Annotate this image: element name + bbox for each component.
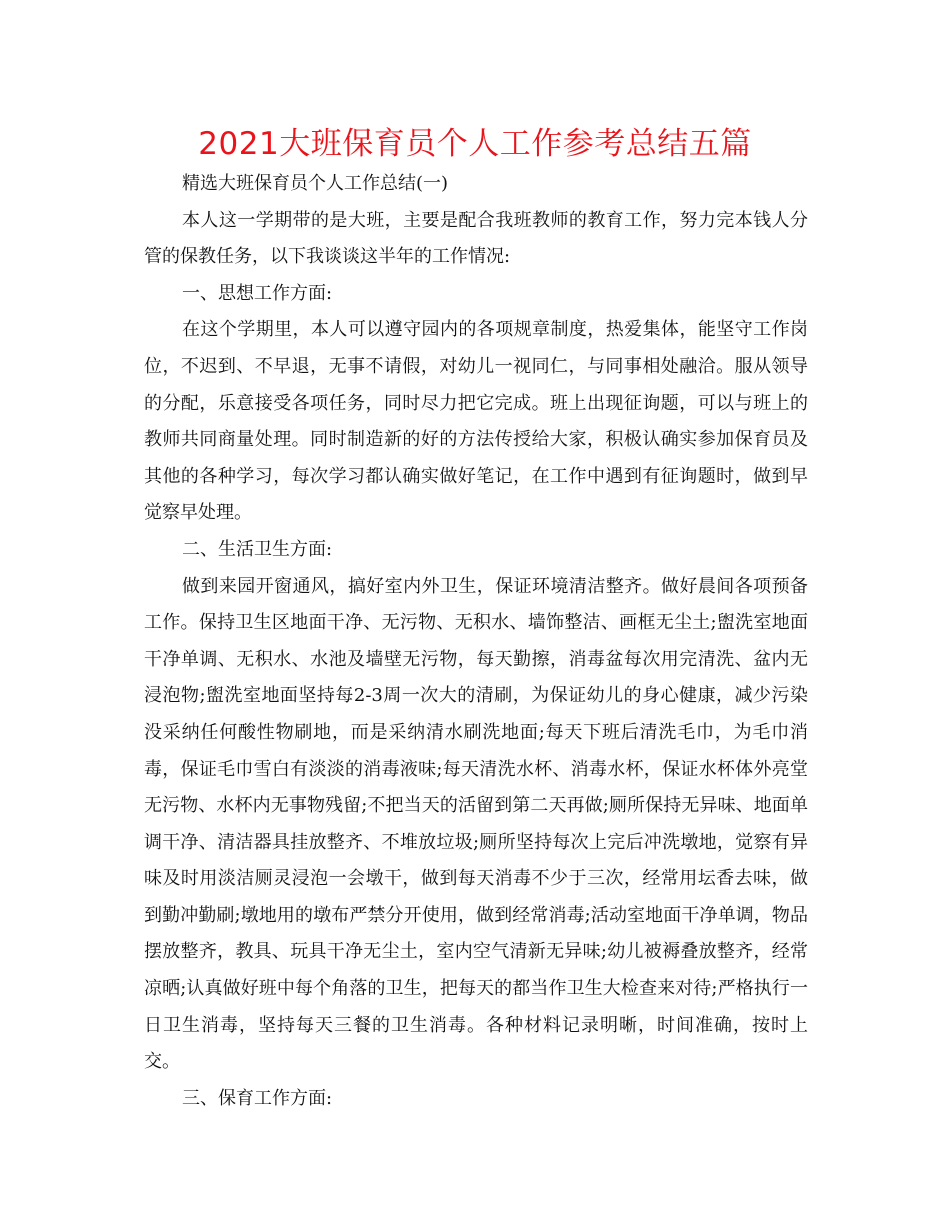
section-heading-life-hygiene: 二、生活卫生方面: (182, 538, 333, 560)
life-hygiene-paragraph: 做到来园开窗通风，搞好室内外卫生，保证环境清洁整齐。做好晨间各项预备工作。保持卫生区地面干净、无污物、无积水、墙饰整洁、画框无尘土;盥洗室地面干净单调、无积水、水池及墙壁无污物，每天勤擦，消毒盆每次用完清洗、盆内无浸泡物;盥洗室地面坚持每2-3周一次大的清刷，为保证幼儿的身心健康，减少污染没采纳任何酸性物刷地，而是采纳清水刷洗地面;每天下班后清洗毛巾，为毛巾消毒，保证毛巾雪白有淡淡的消毒液味;每天清洗水杯、消毒水杯，保证水杯体外亮堂无污物、水杯内无事物残留;不把当天的活留到第二天再做;厕所保持无异味、地面单调干净、清洁器具挂放整齐、不堆放垃圾;厕所坚持每次上完后冲洗墩地，觉察有异味及时用淡洁厕灵浸泡一会墩干，做到每天消毒不少于三次，经常用坛香去味，做到勤冲勤刷;墩地用的墩布严禁分开使用，做到经常消毒;活动室地面干净单调，物品摆放整齐，教具、玩具干净无尘土，室内空气清新无异味;幼儿被褥叠放整齐，经常凉晒;认真做好班中每个角落的卫生，把每天的都当作卫生大检查来对待;严格执行一日卫生消毒，坚持每天三餐的卫生消毒。各种材料记录明晰，时间准确，按时上交。 (144, 575, 808, 1073)
document-title: 2021大班保育员个人工作参考总结五篇 (198, 126, 752, 162)
document-body (144, 166, 808, 1117)
thought-work-paragraph: 在这个学期里，本人可以遵守园内的各项规章制度，热爱集体，能坚守工作岗位，不迟到、不早退，无事不请假，对幼儿一视同仁，与同事相处融洽。服从领导的分配，乐意接受各项任务，同时尽力把它完成。班上出现征询题，可以与班上的教师共同商量处理。同时制造新的好的方法传授给大家，积极认确实参加保育员及其他的各种学习，每次学习都认确实做好笔记，在工作中遇到有征询题时，做到早觉察早处理。 (144, 319, 808, 524)
intro-paragraph: 本人这一学期带的是大班，主要是配合我班教师的教育工作，努力完本钱人分管的保教任务，以下我谈谈这半年的工作情况: (144, 209, 808, 268)
section-heading-care-work: 三、保育工作方面: (182, 1087, 333, 1109)
section-heading-thought-work: 一、思想工作方面: (182, 282, 333, 304)
section-heading-selected-summary: 精选大班保育员个人工作总结(一) (182, 173, 449, 194)
